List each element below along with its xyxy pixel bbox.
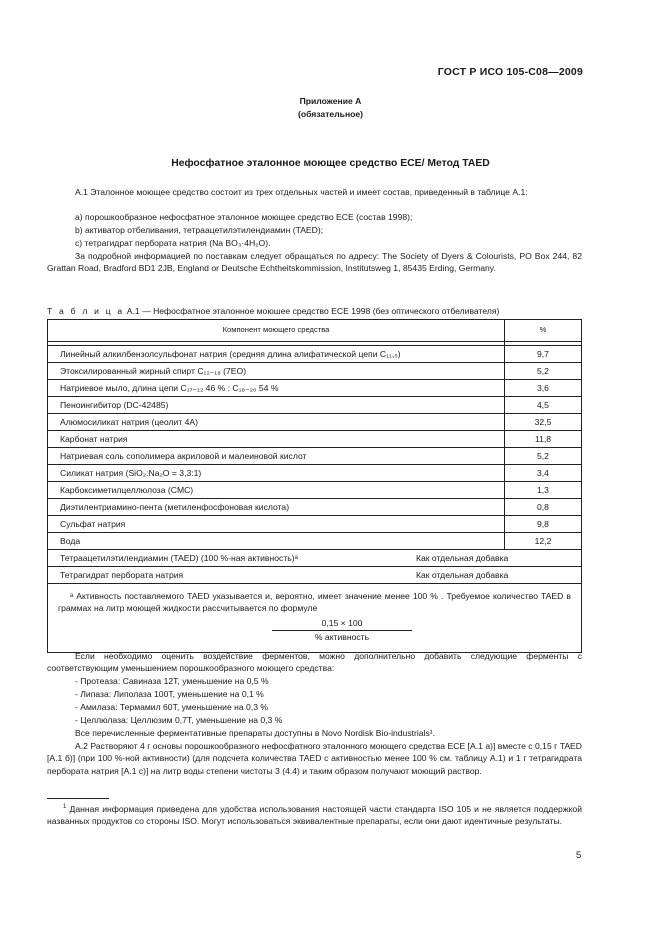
table-row bbox=[48, 346, 582, 363]
component-cell: Тетрагидрат пербората натрия bbox=[60, 569, 184, 580]
component-cell: Карбоксиметилцеллюлоза (CMC) bbox=[48, 482, 505, 499]
composition-table bbox=[47, 319, 582, 653]
component-cell: Линейный алкилбензолсульфонат натрия (средняя длина алифатической цепи C₁₁,₅) bbox=[48, 346, 505, 363]
table-footnote bbox=[48, 584, 582, 653]
component-cell: Натриевое мыло, длина цепи C₁₇₋₁₂ 46 % : C₁₈₋₂₀ 54 % bbox=[48, 380, 505, 397]
table-caption bbox=[47, 305, 587, 317]
component-cell: Сульфат натрия bbox=[48, 516, 505, 533]
separate-note: Как отдельная добавка bbox=[416, 552, 509, 563]
value-cell: 32,5 bbox=[505, 414, 582, 431]
table-caption-text: А.1 — Нефосфатное эталонное моюшее средство ЕСЕ 1998 (без оптического отбеливателя) bbox=[126, 306, 500, 316]
component-cell: Диэтилентриамино-пента (метиленфосфоновая кислота) bbox=[48, 499, 505, 516]
supply-info-paragraph: За подробной информацией по поставкам следует обращаться по адресу: The Society of Dyers & Colourists, PO Box 244, 82 Grattan Road, Bradford BD1 2JB, England or Deutsche Echtheitskommission, Institutsweg 1, 85435 Erding, Germany. bbox=[47, 251, 582, 274]
value-cell: 1,3 bbox=[505, 482, 582, 499]
table-row bbox=[48, 414, 582, 431]
enzymes-availability: Все перечисленные ферментативные препараты доступны в Novo Nordisk Bio-industrials¹. bbox=[75, 728, 436, 738]
footnote-separator bbox=[47, 798, 109, 799]
table-caption-prefix: Т а б л и ц а bbox=[47, 306, 125, 316]
table-row bbox=[48, 448, 582, 465]
component-cell: Вода bbox=[48, 533, 505, 550]
value-cell: 5,2 bbox=[505, 363, 582, 380]
header-component: Компонент моющего средства bbox=[48, 320, 505, 342]
table-row bbox=[48, 516, 582, 533]
paragraph-a2: А.2 Растворяют 4 г основы порошкообразного нефосфатного эталонного моющего средства ECE [А.1 а)] вместе с 0,15 г TAED [А.1 б)] (при 100 %-ной активности) (для подсчета количества TAED с активностью менее 100 % см. таблицу А.1) и 1 г тетрагидрата пербората натрия [А.1 с)] на литр воды степени чистоты 3 (4.4) и таким образом получают моющий раствор. bbox=[47, 741, 582, 776]
annex-title: Приложение А bbox=[299, 96, 362, 106]
value-cell: 9,7 bbox=[505, 346, 582, 363]
table-footnote-row bbox=[48, 584, 582, 653]
table-row bbox=[48, 380, 582, 397]
value-cell: 12,2 bbox=[505, 533, 582, 550]
list-item: а) порошкообразное нефосфатное эталонное моющее средство ECE (состав 1998); bbox=[75, 212, 413, 222]
table-footnote-text: ᵃ Активность поставляемого TAED указывается и, вероятно, имеет значение менее 100 % . Требуемое количество TAED в граммах на литр моющей жидкости рассчитывается по формуле bbox=[58, 591, 571, 614]
list-item: - Протеаза: Савиназа 12T, уменьшение на 0,5 % bbox=[75, 676, 269, 686]
value-cell: 0,8 bbox=[505, 499, 582, 516]
paragraph-a1: А.1 Эталонное моющее средство состоит из трех отдельных частей и имеет состав, приведенный в таблице А.1: bbox=[75, 187, 528, 197]
component-cell: Пеноингибитор (DC-42485) bbox=[48, 397, 505, 414]
component-cell: Силикат натрия (SiO₂:Na₂O = 3,3:1) bbox=[48, 465, 505, 482]
value-cell: 11,8 bbox=[505, 431, 582, 448]
table-row bbox=[48, 533, 582, 550]
component-cell: Натриевая соль сополимера акриловой и малеиновой кислот bbox=[48, 448, 505, 465]
value-cell: 9,8 bbox=[505, 516, 582, 533]
formula bbox=[272, 617, 412, 644]
value-cell: 5,2 bbox=[505, 448, 582, 465]
table-row-separate-additive bbox=[48, 550, 582, 567]
table-row bbox=[48, 499, 582, 516]
component-cell: Тетраацетилэтилендиамин (TAED) (100 %-ная активность)ᵃ bbox=[60, 552, 298, 563]
separate-note: Как отдельная добавка bbox=[416, 569, 509, 580]
table-header-row bbox=[48, 320, 582, 342]
annex-status: (обязательное) bbox=[297, 109, 364, 119]
formula-numerator: 0,15 × 100 bbox=[272, 617, 412, 631]
table-row bbox=[48, 431, 582, 448]
component-cell: Этоксилированный жирный спирт C₁₂₋₁₈ (7EO) bbox=[48, 363, 505, 380]
document-title: Нефосфатное эталонное моющее средство ECE/ Метод TAED bbox=[171, 158, 490, 169]
footnote-text: Данная информация приведена для удобства использования настоящей части стандарта ISO 105 и не является поддержкой названных продуктов со стороны ISO. Могут использоваться эквивалентные препараты, если они дают идентичные результаты. bbox=[47, 804, 583, 827]
table-row bbox=[48, 397, 582, 414]
standard-designation: ГОСТ Р ИСО 105-С08—2009 bbox=[437, 66, 583, 78]
footnote-marker: 1 bbox=[63, 804, 67, 811]
table-row bbox=[48, 465, 582, 482]
list-item: b) активатор отбеливания, тетраацетилэтилендиамин (TAED); bbox=[75, 225, 324, 235]
header-percent: % bbox=[505, 320, 582, 342]
separate-additive-cell bbox=[48, 550, 582, 567]
enzymes-intro: Если необходимо оценить воздействие ферментов, можно дополнительно добавить следующие ферменты с соответствующим уменьшением порошкообразного моющего средства: bbox=[47, 651, 582, 674]
list-item: - Амилаза: Термамил 60T, уменьшение на 0,3 % bbox=[75, 702, 269, 712]
table-row-separate-additive bbox=[48, 567, 582, 584]
component-cell: Алюмосиликат натрия (цеолит 4A) bbox=[48, 414, 505, 431]
value-cell: 3,6 bbox=[505, 380, 582, 397]
list-item: c) тетрагидрат пербората натрия (Na BO₃·4H₂O). bbox=[75, 238, 271, 248]
component-cell: Карбонат натрия bbox=[48, 431, 505, 448]
list-item: - Целлюлаза: Целлюзим 0,7T, уменьшение на 0,3 % bbox=[75, 715, 283, 725]
value-cell: 4,5 bbox=[505, 397, 582, 414]
value-cell: 3,4 bbox=[505, 465, 582, 482]
page-footnote bbox=[47, 803, 582, 828]
separate-additive-cell bbox=[48, 567, 582, 584]
formula-denominator: % активность bbox=[314, 632, 370, 643]
list-item: - Липаза: Липолаза 100T, уменьшение на 0,1 % bbox=[75, 689, 264, 699]
page-number: 5 bbox=[576, 850, 582, 861]
table-row bbox=[48, 482, 582, 499]
table-row bbox=[48, 363, 582, 380]
